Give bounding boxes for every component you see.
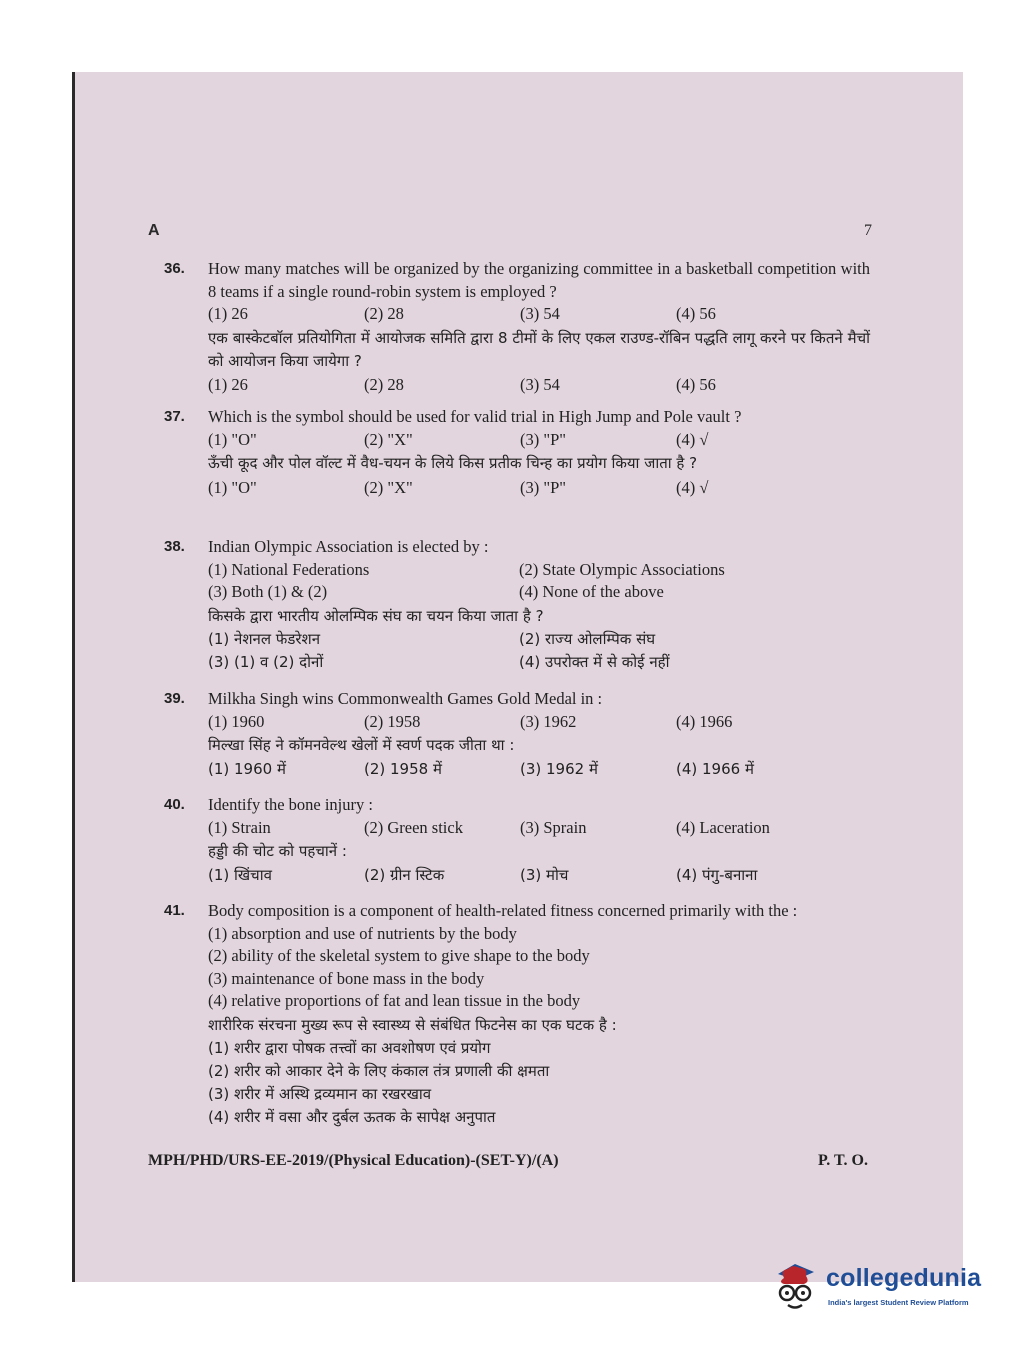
question-37: [164, 406, 870, 500]
question-number: 41.: [164, 902, 185, 919]
mascot-icon: [770, 1260, 820, 1316]
option: (4) 56: [676, 304, 716, 323]
options-en: [208, 817, 870, 840]
option: (1) absorption and use of nutrients by the body: [208, 923, 517, 943]
option: (1) शरीर द्वारा पोषक तत्त्वों का अवशोषण एवं प्रयोग: [208, 1038, 491, 1057]
question-text-en: Indian Olympic Association is elected by :: [208, 537, 489, 556]
brand-name: collegedunia: [826, 1264, 982, 1292]
question-number: 39.: [164, 690, 185, 707]
option: (2) 28: [364, 374, 404, 394]
option: (2) "X": [364, 429, 413, 449]
option: (3) "P": [520, 478, 567, 497]
option: (4) None of the above: [519, 582, 664, 601]
option: (1) 26: [208, 374, 248, 394]
option: (1) 1960: [208, 711, 265, 731]
option: (1) खिंचाव: [208, 866, 272, 884]
question-text-hi: शारीरिक संरचना मुख्य रूप से स्वास्थ्य से संबंधित फिटनेस का एक घटक है :: [208, 1015, 617, 1034]
pto-label: P. T. O.: [818, 1152, 868, 1169]
option: (3) शरीर में अस्थि द्रव्यमान का रखरखाव: [208, 1084, 432, 1103]
option: (2) ability of the skeletal system to give shape to the body: [208, 946, 590, 965]
question-number: 36.: [164, 260, 185, 277]
option: (3) 54: [520, 304, 560, 323]
question-text-hi: एक बास्केटबॉल प्रतियोगिता में आयोजक समिति द्वारा 8 टीमों के लिए एकल राउण्ड-रॉबिन पद्धति लागू करने पर कितने मैचों को आयोजन किया जायेगा ?: [208, 328, 870, 370]
question-text-en: Body composition is a component of health-related fitness concerned primarily with the :: [208, 901, 798, 920]
option: (1) "O": [208, 478, 257, 497]
option: (2) State Olympic Associations: [519, 559, 725, 579]
option: (2) "X": [364, 478, 413, 497]
option: (2) राज्य ओलम्पिक संघ: [519, 629, 656, 648]
option: (3) (1) व (2) दोनों: [208, 652, 324, 671]
brand-tagline: India's largest Student Review Platform: [828, 1298, 969, 1307]
options-en: [208, 429, 870, 452]
option: (3) 1962 में: [520, 760, 598, 778]
question-text-hi: किसके द्वारा भारतीय ओलम्पिक संघ का चयन किया जाता है ?: [208, 606, 544, 625]
option: (4) relative proportions of fat and lean tissue in the body: [208, 991, 581, 1010]
option: (4) उपरोक्त में से कोई नहीं: [519, 652, 670, 671]
set-letter: A: [148, 222, 160, 239]
option: (4) √: [676, 478, 709, 497]
option: (1) नेशनल फेडरेशन: [208, 629, 321, 648]
option: (2) 1958 में: [364, 760, 442, 778]
option: (4) शरीर में वसा और दुर्बल ऊतक के सापेक्ष अनुपात: [208, 1107, 496, 1126]
options-hi: [208, 758, 870, 781]
options-en: [208, 303, 870, 326]
collegedunia-watermark: [770, 1258, 1000, 1320]
question-number: 40.: [164, 796, 185, 813]
option: (4) पंगु-बनाना: [676, 866, 758, 884]
option: (3) मोच: [520, 866, 569, 884]
options-hi: [208, 864, 870, 887]
option: (2) शरीर को आकार देने के लिए कंकाल तंत्र प्रणाली की क्षमता: [208, 1061, 550, 1080]
question-text-en: Which is the symbol should be used for valid trial in High Jump and Pole vault ?: [208, 407, 742, 426]
question-text-hi: हड्डी की चोट को पहचानें :: [208, 842, 347, 860]
option: (3) maintenance of bone mass in the body: [208, 968, 485, 988]
question-40: [164, 794, 870, 887]
option: (2) 28: [364, 304, 404, 323]
paper-code: MPH/PHD/URS-EE-2019/(Physical Education)-(SET-Y)/(A): [148, 1152, 559, 1169]
option: (2) ग्रीन स्टिक: [364, 866, 445, 884]
options-hi: [208, 477, 870, 500]
option: (4) √: [676, 429, 709, 449]
option: (3) 1962: [520, 711, 577, 731]
option: (3) 54: [520, 374, 560, 394]
question-41: [164, 900, 870, 1129]
option: (3) "P": [520, 429, 567, 449]
options-en: [208, 559, 870, 604]
question-text-en: How many matches will be organized by the organizing committee in a basketball competition with 8 teams if a single round-robin system is employed ?: [208, 259, 870, 301]
options-hi: [208, 1037, 870, 1129]
option: (1) Strain: [208, 817, 271, 837]
option: (1) "O": [208, 429, 257, 449]
option: (4) 1966 में: [676, 760, 754, 778]
options-hi: [208, 374, 870, 397]
question-number: 37.: [164, 408, 185, 425]
question-39: [164, 688, 870, 781]
question-number: 38.: [164, 538, 185, 555]
question-36: [164, 258, 870, 396]
option: (4) 56: [676, 374, 716, 394]
option: (1) 1960 में: [208, 760, 286, 778]
question-text-hi: मिल्खा सिंह ने कॉमनवेल्थ खेलों में स्वर्ण पदक जीता था :: [208, 736, 515, 754]
question-38: [164, 536, 870, 674]
page-number: 7: [864, 222, 872, 239]
options-en: [208, 711, 870, 734]
option: (3) Both (1) & (2): [208, 582, 328, 601]
options-en: [208, 923, 870, 1013]
option: (1) National Federations: [208, 559, 370, 579]
option: (2) Green stick: [364, 817, 463, 837]
options-hi: [208, 628, 870, 674]
option: (4) Laceration: [676, 817, 770, 837]
option: (3) Sprain: [520, 817, 587, 837]
question-text-hi: ऊँची कूद और पोल वॉल्ट में वैध-चयन के लिये किस प्रतीक चिन्ह का प्रयोग किया जाता है ?: [208, 454, 698, 472]
option: (2) 1958: [364, 711, 421, 731]
option: (4) 1966: [676, 711, 733, 731]
question-text-en: Identify the bone injury :: [208, 795, 373, 814]
question-text-en: Milkha Singh wins Commonwealth Games Gold Medal in :: [208, 689, 603, 708]
option: (1) 26: [208, 304, 248, 323]
